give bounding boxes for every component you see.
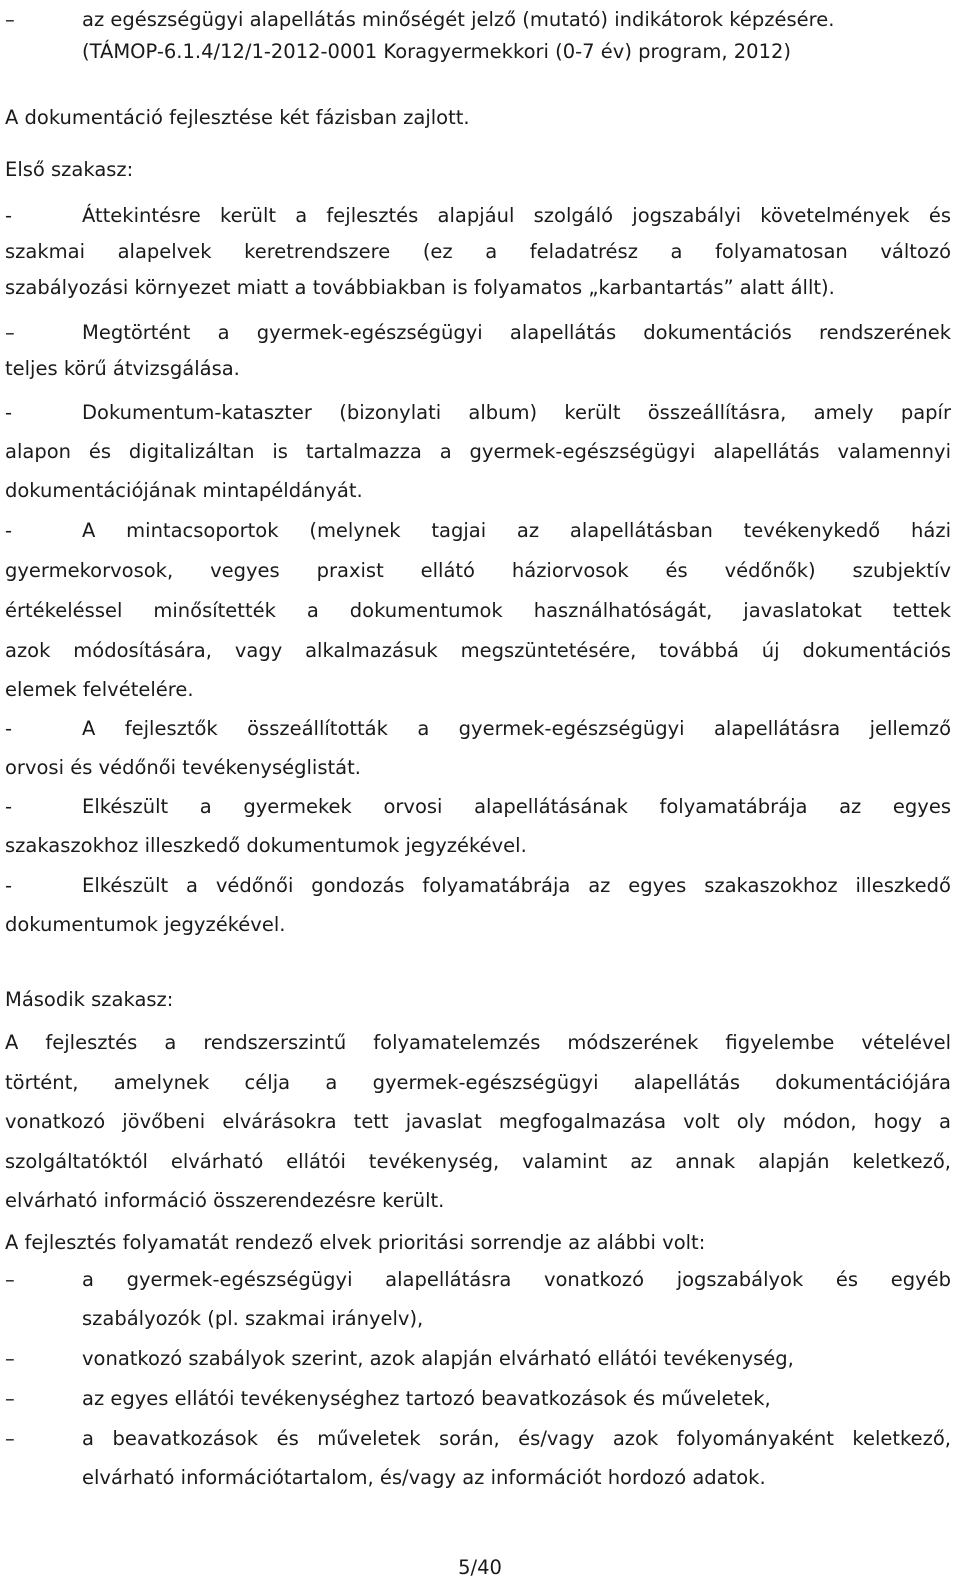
phase1-item-first-line: Elkészült a gyermekek orvosi alapellátásának folyamatábrája az egyes <box>82 795 951 818</box>
section-heading: Második szakasz: <box>5 988 174 1011</box>
phase1-item-line: értékeléssel minősítették a dokumentumok használhatóságát, javaslatokat tettek <box>5 599 951 622</box>
phase1-item-line: szakaszokhoz illeszkedő dokumentumok jegyzékével. <box>5 834 527 857</box>
priority-item-first-line: vonatkozó szabályok szerint, azok alapján elvárható ellátói tevékenység, <box>82 1347 794 1370</box>
list-hyphen: - <box>5 795 13 818</box>
list-hyphen: - <box>5 401 13 424</box>
phase1-item-line: orvosi és védőnői tevékenységlistát. <box>5 756 361 779</box>
list-bullet: – <box>5 1387 15 1410</box>
list-hyphen: - <box>5 204 13 227</box>
phase1-item-first-line: A fejlesztők összeállították a gyermek-egészségügyi alapellátásra jellemző <box>82 717 951 740</box>
phase1-item-line: elemek felvételére. <box>5 678 194 701</box>
phase1-item-first-line: Dokumentum-kataszter (bizonylati album) került összeállításra, amely papír <box>82 401 951 424</box>
priority-intro: A fejlesztés folyamatát rendező elvek prioritási sorrendje az alábbi volt: <box>5 1231 706 1254</box>
intro-list-item: az egészségügyi alapellátás minőségét jelző (mutató) indikátorok képzésére. <box>82 8 835 31</box>
phase2-paragraph-line: elvárható információ összerendezésre került. <box>5 1189 445 1212</box>
priority-item-first-line: a gyermek-egészségügyi alapellátásra vonatkozó jogszabályok és egyéb <box>82 1268 951 1291</box>
list-bullet: – <box>5 1268 15 1291</box>
phase2-paragraph-line: vonatkozó jövőbeni elvárásokra tett javaslat megfogalmazása volt oly módon, hogy a <box>5 1110 951 1133</box>
priority-item-first-line: az egyes ellátói tevékenységhez tartozó beavatkozások és műveletek, <box>82 1387 771 1410</box>
priority-item-first-line: a beavatkozások és műveletek során, és/vagy azok folyományaként keletkező, <box>82 1427 951 1450</box>
phase1-item-line: azok módosítására, vagy alkalmazásuk megszüntetésére, továbbá új dokumentációs <box>5 639 951 662</box>
list-dash: – <box>5 321 15 344</box>
phase2-paragraph-line: A fejlesztés a rendszerszintű folyamatelemzés módszerének figyelembe vételével <box>5 1031 951 1054</box>
intro-list-item: (TÁMOP-6.1.4/12/1-2012-0001 Koragyermekkori (0-7 év) program, 2012) <box>82 40 791 63</box>
page-number: 5/40 <box>458 1556 502 1579</box>
list-hyphen: - <box>5 874 13 897</box>
phase1-item-line: szabályozási környezet miatt a továbbiakban is folyamatos „karbantartás” alatt állt). <box>5 276 835 299</box>
phases-intro: A dokumentáció fejlesztése két fázisban zajlott. <box>5 106 470 129</box>
phase1-item-line: teljes körű átvizsgálása. <box>5 357 240 380</box>
phase2-paragraph-line: szolgáltatóktól elvárható ellátói tevékenység, valamint az annak alapján keletkező, <box>5 1150 951 1173</box>
phase1-item-line: alapon és digitalizáltan is tartalmazza a gyermek-egészségügyi alapellátás valamennyi <box>5 440 951 463</box>
section-heading: Első szakasz: <box>5 158 134 181</box>
phase1-item-first-line: Áttekintésre került a fejlesztés alapjául szolgáló jogszabályi követelmények és <box>82 204 951 227</box>
list-hyphen: - <box>5 519 13 542</box>
list-hyphen: - <box>5 717 13 740</box>
phase1-item-first-line: A mintacsoportok (melynek tagjai az alapellátásban tevékenykedő házi <box>82 519 951 542</box>
phase1-item-line: szakmai alapelvek keretrendszere (ez a feladatrész a folyamatosan változó <box>5 240 951 263</box>
phase1-item-first-line: Megtörtént a gyermek-egészségügyi alapellátás dokumentációs rendszerének <box>82 321 951 344</box>
priority-item-line: elvárható információtartalom, és/vagy az információt hordozó adatok. <box>82 1466 766 1489</box>
priority-item-line: szabályozók (pl. szakmai irányelv), <box>82 1307 424 1330</box>
phase1-item-first-line: Elkészült a védőnői gondozás folyamatábrája az egyes szakaszokhoz illeszkedő <box>82 874 951 897</box>
list-bullet: – <box>5 1347 15 1370</box>
list-bullet: – <box>5 8 15 31</box>
phase1-item-line: dokumentációjának mintapéldányát. <box>5 479 363 502</box>
list-bullet: – <box>5 1427 15 1450</box>
phase1-item-line: gyermekorvosok, vegyes praxist ellátó háziorvosok és védőnők) szubjektív <box>5 559 951 582</box>
phase1-item-line: dokumentumok jegyzékével. <box>5 913 286 936</box>
phase2-paragraph-line: történt, amelynek célja a gyermek-egészségügyi alapellátás dokumentációjára <box>5 1071 951 1094</box>
